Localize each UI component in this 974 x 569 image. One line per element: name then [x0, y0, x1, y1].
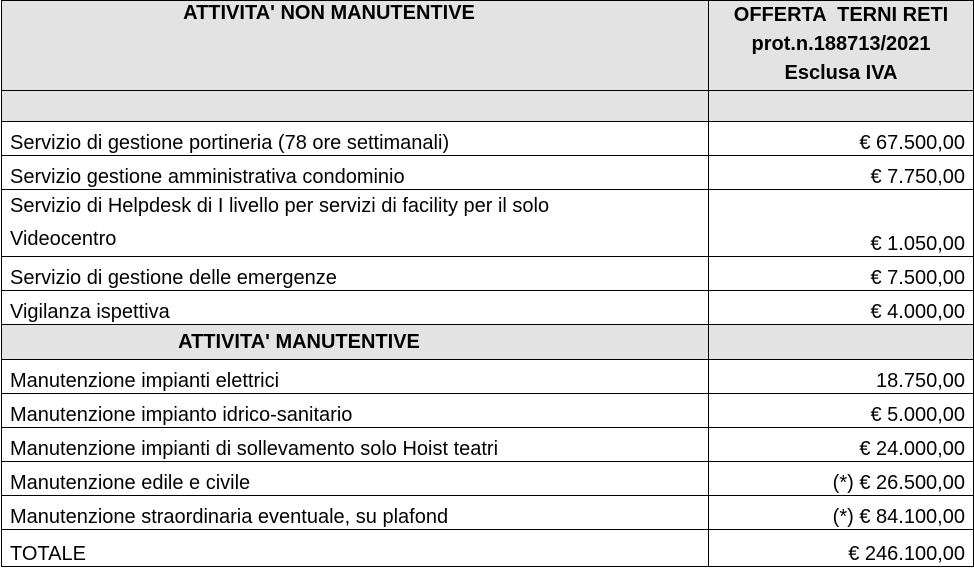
header-offer [709, 1, 974, 91]
row-description-line2: Videocentro [10, 228, 117, 250]
table-row [2, 190, 974, 257]
table-row [2, 360, 974, 394]
table-row [2, 496, 974, 530]
table-row [2, 156, 974, 190]
blank-cell [709, 91, 974, 122]
table-row [2, 257, 974, 291]
table-row [2, 462, 974, 496]
total-row [2, 530, 974, 567]
row-amount: (*) € 84.100,00 [709, 496, 974, 530]
offer-table [1, 0, 974, 567]
row-amount: € 7.500,00 [709, 257, 974, 291]
row-description: Vigilanza ispettiva [2, 291, 709, 325]
row-amount: € 67.500,00 [709, 122, 974, 156]
table-row [2, 428, 974, 462]
table-row [2, 394, 974, 428]
header-activities: ATTIVITA' NON MANUTENTIVE [2, 1, 709, 91]
section-header-row [2, 325, 974, 360]
row-description: Manutenzione impianti elettrici [2, 360, 709, 394]
row-description: Servizio gestione amministrativa condominio [2, 156, 709, 190]
row-amount: € 24.000,00 [709, 428, 974, 462]
header-offer-line1: OFFERTA TERNI RETI [733, 4, 949, 26]
row-amount: € 4.000,00 [709, 291, 974, 325]
section-title: ATTIVITA' MANUTENTIVE [2, 325, 709, 360]
row-description: Servizio di gestione portineria (78 ore settimanali) [2, 122, 709, 156]
row-description-line1: Servizio di Helpdesk di I livello per servizi di facility per il solo [10, 195, 550, 217]
row-description: Manutenzione impianto idrico-sanitario [2, 394, 709, 428]
table-header-row [2, 1, 974, 91]
blank-row [2, 91, 974, 122]
row-amount: (*) € 26.500,00 [709, 462, 974, 496]
row-description [2, 190, 709, 257]
row-amount: € 7.750,00 [709, 156, 974, 190]
row-description: Manutenzione straordinaria eventuale, su plafond [2, 496, 709, 530]
row-description: Manutenzione impianti di sollevamento solo Hoist teatri [2, 428, 709, 462]
total-amount: € 246.100,00 [709, 530, 974, 567]
blank-cell [2, 91, 709, 122]
header-offer-line2: prot.n.188713/2021 [751, 33, 931, 55]
row-amount: € 1.050,00 [709, 190, 974, 257]
row-description: Manutenzione edile e civile [2, 462, 709, 496]
total-label: TOTALE [2, 530, 709, 567]
section-empty-cell [709, 325, 974, 360]
table-row [2, 291, 974, 325]
row-amount: € 5.000,00 [709, 394, 974, 428]
table-row [2, 122, 974, 156]
row-description: Servizio di gestione delle emergenze [2, 257, 709, 291]
row-amount: 18.750,00 [709, 360, 974, 394]
header-offer-line3: Esclusa IVA [784, 62, 898, 84]
